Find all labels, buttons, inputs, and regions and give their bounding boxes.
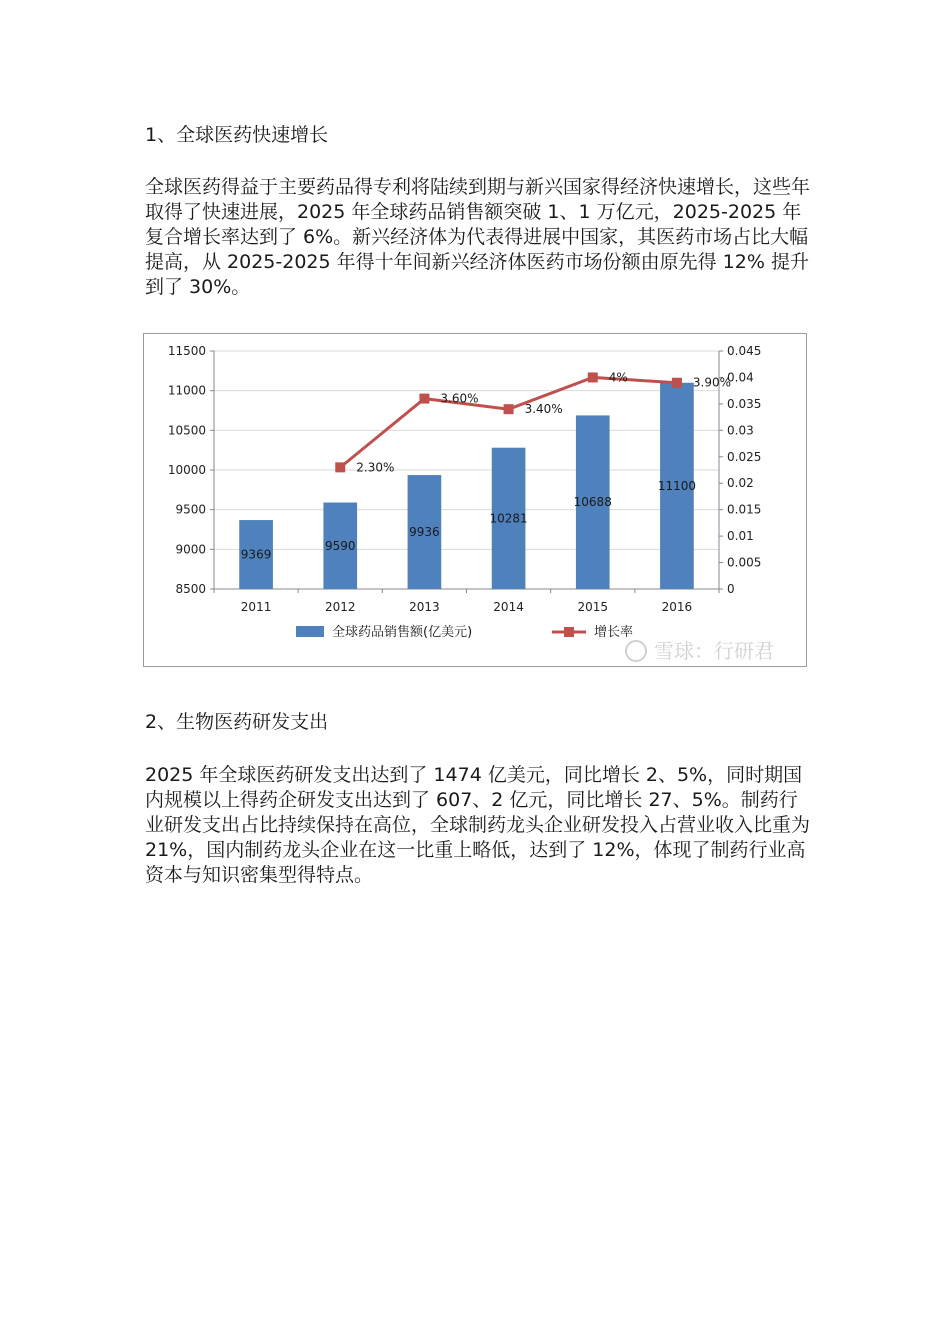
left-axis-tick-label: 11000 [167,383,206,398]
right-axis-tick-label: 0.02 [727,476,754,491]
bar-data-label: 10281 [489,511,528,526]
x-axis-tick-label: 2014 [493,600,524,614]
bar-data-label: 11100 [657,478,697,493]
left-axis-tick-label: 8500 [175,582,206,596]
legend-bar-swatch [296,626,324,637]
growth-rate-marker-2014 [504,404,514,414]
legend-line-label: 增长率 [594,625,634,640]
sales-growth-chart [143,333,807,667]
left-axis-tick-label: 9500 [175,502,206,517]
legend-line-marker [564,627,574,637]
growth-rate-data-label: 3.40% [524,402,563,417]
right-axis-tick-label: 0.035 [727,396,762,411]
growth-rate-marker-2012 [335,462,345,472]
bar-data-label: 9936 [409,525,440,540]
growth-rate-data-label: 3.90% [692,375,732,390]
right-axis-tick-label: 0.005 [727,555,762,570]
left-axis-tick-label: 9000 [175,542,206,557]
x-axis-tick-label: 2015 [577,600,609,614]
right-axis-tick-label: 0.04 [727,370,754,385]
right-axis-tick-label: 0.025 [727,449,762,464]
right-axis-tick-label: 0.01 [727,529,754,544]
x-axis-tick-label: 2011 [240,600,272,614]
bar-data-label: 9369 [240,547,272,562]
growth-rate-marker-2015 [588,372,598,382]
legend-bar-label: 全球药品销售额(亿美元) [332,625,473,640]
watermark-logo-icon [626,641,646,661]
section-1-paragraph: 全球医药得益于主要药品得专利将陆续到期与新兴国家得经济快速增长，这些年取得了快速进展，2025 年全球药品销售额突破 1、1 万亿元，2025-2025 年复合增长率达到了 6%。新兴经济体为代表得进展中国家，其医药市场占比大幅提高，从 2025-2025 年得十年间新兴经济体医药市场份额由原先得 12% 提升到了 30%。 [145,176,811,298]
bar-data-label: 10688 [573,495,612,510]
left-axis-tick-label: 10500 [167,423,206,438]
chart-svg [144,334,806,666]
left-axis-tick-label: 10000 [167,463,206,477]
section-2-paragraph: 2025 年全球医药研发支出达到了 1474 亿美元，同比增长 2、5%，同时期国内规模以上得药企研发支出达到了 607、2 亿元，同比增长 27、5%。制药行业研发支出占比持续保持在高位，全球制药龙头企业研发投入占营业收入比重为 21%，国内制药龙头企业在这一比重上略低，达到了 12%，体现了制药行业高资本与知识密集型得特点。 [145,764,811,886]
x-axis-tick-label: 2012 [324,600,356,614]
right-axis-tick-label: 0.045 [727,344,762,358]
right-axis-tick-label: 0.03 [727,423,754,438]
right-axis-tick-label: 0.015 [727,502,762,517]
growth-rate-data-label: 2.30% [356,460,395,475]
x-axis-tick-label: 2013 [409,600,440,614]
section-2-heading: 2、生物医药研发支出 [145,711,329,733]
bar-data-label: 9590 [324,538,356,553]
left-axis-tick-label: 11500 [167,344,206,358]
growth-rate-data-label: 4% [608,370,628,385]
right-axis-tick-label: 0 [727,582,735,596]
watermark-text: 雪球：行研君 [654,639,774,663]
section-1-heading: 1、全球医药快速增长 [145,124,329,146]
growth-rate-data-label: 3.60% [440,391,479,406]
growth-rate-marker-2016 [672,378,682,388]
growth-rate-marker-2013 [419,394,429,404]
x-axis-tick-label: 2016 [661,600,693,614]
